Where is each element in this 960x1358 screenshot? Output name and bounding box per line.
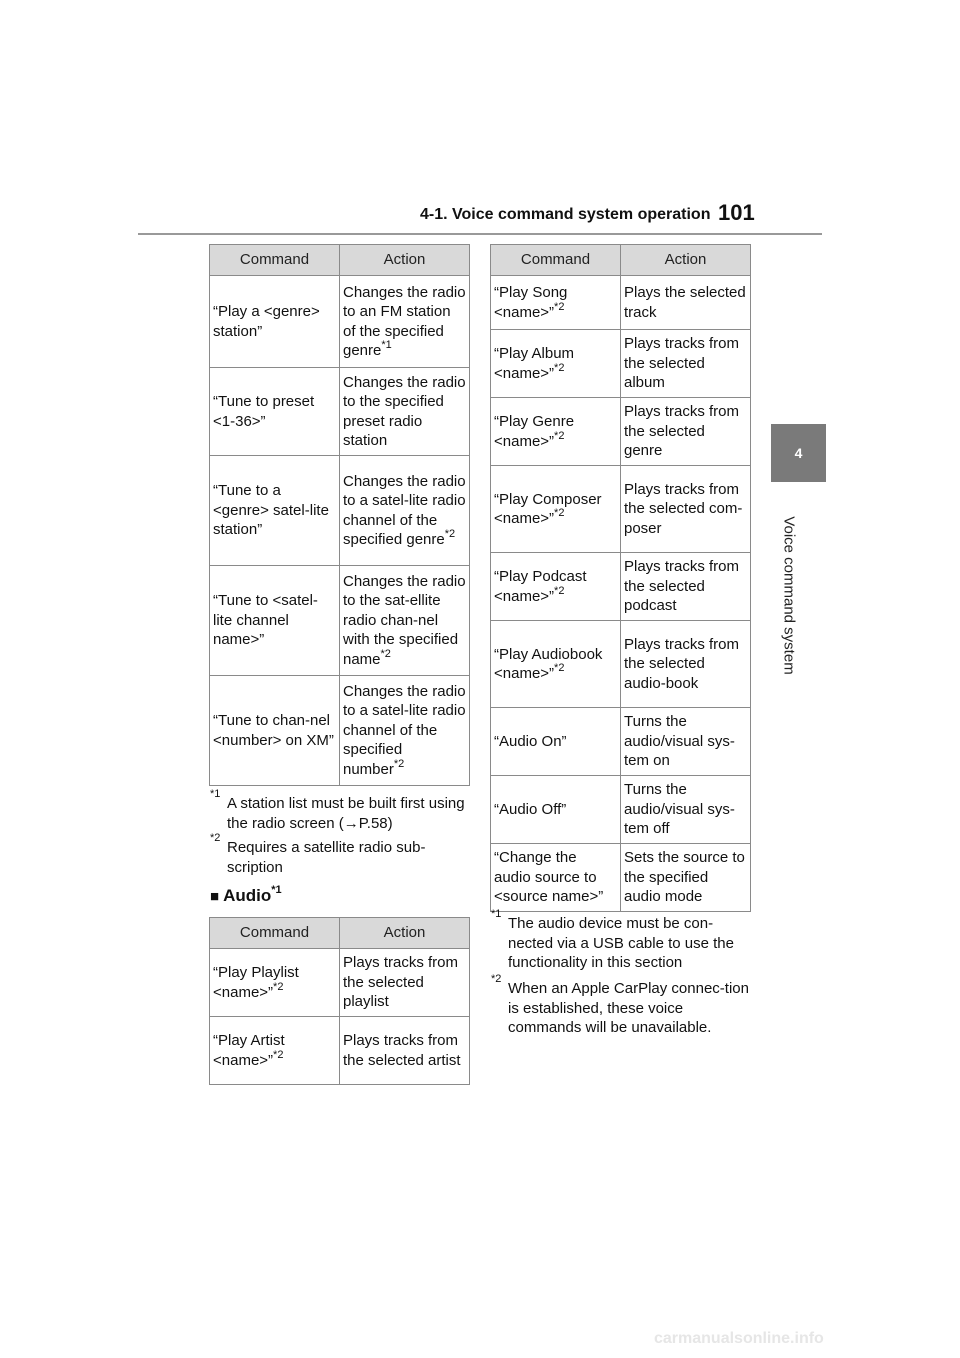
column-header-command: Command bbox=[210, 918, 340, 949]
bullet-square: ■ bbox=[210, 888, 220, 905]
table-row bbox=[210, 676, 470, 786]
command-cell: “Audio On” bbox=[491, 708, 621, 776]
command-cell: “Play Genre <name>”$^{*2}$ bbox=[491, 398, 621, 466]
action-cell: Plays tracks from the selected audio-book bbox=[621, 621, 751, 708]
table-row bbox=[210, 949, 470, 1017]
command-cell: “Play Audiobook <name>”$^{*2}$ bbox=[491, 621, 621, 708]
audio-command-table-left bbox=[209, 917, 470, 1085]
footnote-text: Requires a satellite radio sub-scription bbox=[227, 839, 426, 876]
action-cell: Turns the audio/visual sys-tem on bbox=[621, 708, 751, 776]
table-row bbox=[491, 276, 751, 330]
command-cell: “Play Song <name>”$^{*2}$ bbox=[491, 276, 621, 330]
audio-section-heading: ■ Audio$^{*1}$ bbox=[210, 884, 282, 905]
table-row bbox=[210, 456, 470, 566]
footnote: *1 The audio device must be con-nected via a USB cable to use the functionality in this section bbox=[491, 914, 753, 973]
column-header-action: Action bbox=[340, 918, 470, 949]
chapter-tab bbox=[771, 424, 826, 482]
radio-command-table bbox=[209, 244, 470, 786]
command-cell: “Change the audio source to <source name>” bbox=[491, 844, 621, 912]
table-row bbox=[491, 398, 751, 466]
header-divider bbox=[138, 233, 822, 235]
command-cell: “Play Composer <name>”$^{*2}$ bbox=[491, 466, 621, 553]
command-cell: “Play Album <name>”$^{*2}$ bbox=[491, 330, 621, 398]
action-cell: Plays tracks from the selected playlist bbox=[340, 949, 470, 1017]
column-header-command: Command bbox=[491, 245, 621, 276]
table-row bbox=[491, 553, 751, 621]
action-cell: Plays tracks from the selected genre bbox=[621, 398, 751, 466]
table-row bbox=[210, 368, 470, 456]
action-cell: Plays the selected track bbox=[621, 276, 751, 330]
action-cell: Changes the radio to a satel-lite radio channel of the specified genre$^{*2}$ bbox=[340, 456, 470, 566]
command-cell: “Tune to <satel-lite channel name>” bbox=[210, 566, 340, 676]
command-cell: “Audio Off” bbox=[491, 776, 621, 844]
action-cell: Sets the source to the specified audio mode bbox=[621, 844, 751, 912]
column-header-command: Command bbox=[210, 245, 340, 276]
table-row bbox=[210, 1017, 470, 1085]
footnote: *1 A station list must be built first using the radio screen (→P.58) bbox=[210, 794, 472, 833]
command-cell: “Tune to a <genre> satel-lite station” bbox=[210, 456, 340, 566]
table-row bbox=[210, 276, 470, 368]
page-number: 101 bbox=[718, 200, 755, 225]
column-header-action: Action bbox=[621, 245, 751, 276]
command-cell: “Play Podcast <name>”$^{*2}$ bbox=[491, 553, 621, 621]
chapter-label: Voice command system bbox=[780, 515, 798, 675]
command-cell: “Play a <genre> station” bbox=[210, 276, 340, 368]
table-row bbox=[491, 621, 751, 708]
footnote-text: The audio device must be con-nected via a USB cable to use the functionality in this section bbox=[508, 915, 734, 971]
action-cell: Plays tracks from the selected com-poser bbox=[621, 466, 751, 553]
table-row bbox=[210, 566, 470, 676]
audio-command-table-right bbox=[490, 244, 751, 912]
section-title: 4-1. Voice command system operation bbox=[420, 206, 711, 223]
table-row bbox=[491, 844, 751, 912]
watermark: carmanualsonline.info bbox=[654, 1330, 824, 1347]
action-cell: Plays tracks from the selected album bbox=[621, 330, 751, 398]
table-row bbox=[491, 330, 751, 398]
table-row bbox=[491, 776, 751, 844]
action-cell: Changes the radio to a satel-lite radio channel of the specified number$^{*2}$ bbox=[340, 676, 470, 786]
column-header-action: Action bbox=[340, 245, 470, 276]
action-cell: Changes the radio to the specified preset radio station bbox=[340, 368, 470, 456]
table-row bbox=[491, 708, 751, 776]
footnote: *2 Requires a satellite radio sub-scription bbox=[210, 838, 472, 877]
command-cell: “Tune to chan-nel <number> on XM” bbox=[210, 676, 340, 786]
action-cell: Changes the radio to an FM station of the specified genre$^{*1}$ bbox=[340, 276, 470, 368]
chapter-label-box bbox=[759, 495, 819, 695]
chapter-number: 4 bbox=[794, 445, 803, 461]
action-cell: Plays tracks from the selected artist bbox=[340, 1017, 470, 1085]
action-cell: Turns the audio/visual sys-tem off bbox=[621, 776, 751, 844]
action-cell: Plays tracks from the selected podcast bbox=[621, 553, 751, 621]
footnote-text: When an Apple CarPlay connec-tion is established, these voice commands will be unavailable. bbox=[508, 980, 749, 1036]
footnote: *2 When an Apple CarPlay connec-tion is established, these voice commands will be unavailable. bbox=[491, 979, 753, 1038]
action-cell: Changes the radio to the sat-ellite radio chan-nel with the specified name$^{*2}$ bbox=[340, 566, 470, 676]
command-cell: “Play Artist <name>”$^{*2}$ bbox=[210, 1017, 340, 1085]
command-cell: “Tune to preset <1-36>” bbox=[210, 368, 340, 456]
command-cell: “Play Playlist <name>”$^{*2}$ bbox=[210, 949, 340, 1017]
table-row bbox=[491, 466, 751, 553]
footnote-text: A station list must be built first using the radio screen (→P.58) bbox=[227, 795, 465, 832]
